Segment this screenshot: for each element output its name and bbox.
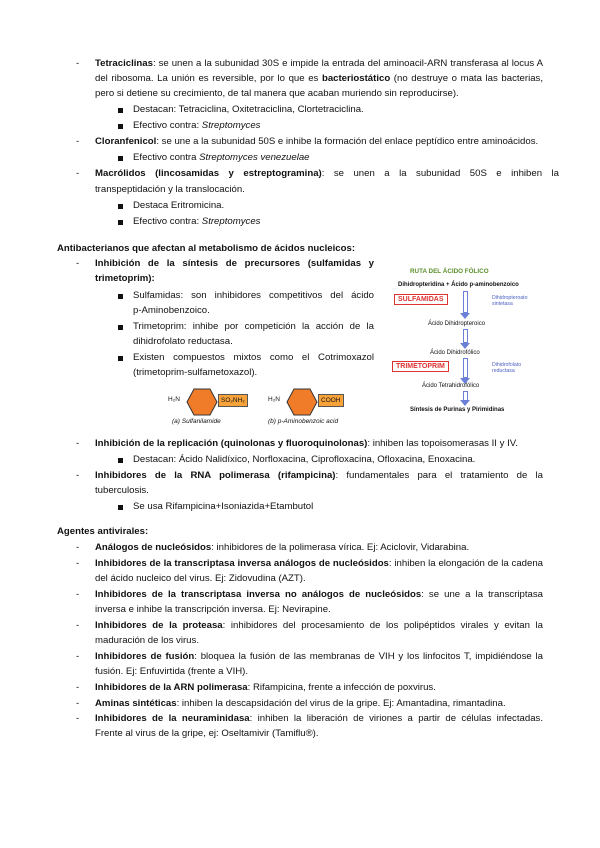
text: Efectivo contra: [133, 216, 202, 227]
list-dash: - [76, 682, 80, 693]
term-bacteriostatico: bacteriostático [321, 73, 391, 84]
list-dash: - [76, 258, 80, 269]
section-heading-acidos-nucleicos: Antibacterianos que afectan al metabolismo de ácidos nucleicos: [57, 243, 356, 254]
figure-caption: (a) Sulfanilamide [172, 418, 221, 425]
macrolidos-destaca: Destaca Eritromicina. [133, 200, 225, 211]
term: Análogos de nucleósidos [95, 542, 212, 553]
sulfamidas-line-2: p-Aminobenzoico. [133, 305, 210, 316]
bullet-square [118, 356, 123, 361]
macrolidos-line-1 [95, 166, 559, 181]
term: Aminas sintéticas [95, 698, 177, 709]
text: del ribosoma. La unión es reversible, por lo que es [95, 73, 322, 84]
bullet-square [118, 124, 123, 129]
text: : se une a la subunidad 50S e inhibe la formación del enlace peptídico entre aminoácidos. [156, 136, 539, 147]
arrow-shaft [463, 291, 468, 313]
text: Efectivo contra: [133, 120, 202, 131]
cotrimoxazol-line-2: (trimetoprim-sulfametoxazol). [133, 367, 258, 378]
benzene-ring-icon [286, 387, 318, 417]
figure-title: RUTA DEL ÁCIDO FÓLICO [410, 268, 489, 275]
term-replicacion: Inhibición de la replicación (quinolonas y fluoroquinolonas) [95, 438, 368, 449]
precursores-line-1 [95, 256, 374, 271]
list-dash: - [76, 136, 80, 147]
macrolidos-efectivo [133, 214, 260, 229]
antiviral-item-2 [95, 556, 543, 571]
pathway-step-3: Ácido Dihidrofólico [430, 350, 480, 356]
text: : inhiben la liberación de viriones a partir de células infectadas. [249, 713, 543, 724]
term-cloranfenicol: Cloranfenicol [95, 136, 157, 147]
term-tetraciclinas: Tetraciclinas [95, 58, 153, 69]
sulfamidas-line-1: Sulfamidas: son inhibidores competitivos del ácido [133, 290, 374, 301]
arrow-shaft [463, 358, 468, 378]
arrow-down-icon [460, 343, 470, 349]
antiviral-item-6 [95, 680, 436, 695]
organism-name: Streptomyces [201, 120, 261, 131]
pathway-step-4: Ácido Tetrahidrofólico [422, 383, 480, 389]
antiviral-item-4-cont: maduración de los virus. [95, 635, 199, 646]
antiviral-item-5 [95, 649, 543, 664]
antiviral-item-3 [95, 587, 543, 602]
list-dash: - [76, 713, 80, 724]
antiviral-item-3-cont: inversa e inhibe la transcripción inversa. Ej: Nevirapine. [95, 604, 331, 615]
trimetoprim-line-1: Trimetoprim: inhibe por competición la acción de la [133, 321, 374, 332]
list-dash: - [76, 58, 80, 69]
term: Inhibidores de la transcriptasa inversa análogos de nucleósidos [95, 558, 389, 569]
text: : inhibidores del procesamiento de los polipéptidos virales y evitan la [222, 620, 543, 631]
folic-acid-pathway-figure [390, 268, 582, 418]
inhibitor-box-trimetoprim: TRIMETOPRIM [392, 361, 449, 372]
sulfonamide-group-label: SO₂NH₂ [218, 394, 248, 407]
bullet-square [118, 204, 123, 209]
list-dash: - [76, 542, 80, 553]
inhibitor-box-sulfamidas: SULFAMIDAS [394, 294, 448, 305]
text: : Rifampicina, frente a infección de poxvirus. [247, 682, 436, 693]
list-dash: - [76, 438, 80, 449]
pathway-step-2: Ácido Dihidropteroico [428, 321, 486, 327]
bullet-square [118, 325, 123, 330]
antiviral-item-7 [95, 696, 506, 711]
precursores-line-2 [95, 271, 155, 286]
term-precursores-cont: trimetoprim): [95, 273, 155, 284]
list-dash: - [76, 589, 80, 600]
text: : se une a la transcriptasa [421, 589, 543, 600]
figure-caption: (b) p-Aminobenzoic acid [268, 418, 339, 425]
section-heading-antivirales: Agentes antivirales: [57, 526, 149, 537]
bullet-square [118, 294, 123, 299]
rna-polimerasa-line-2: tuberculosis. [95, 485, 149, 496]
term-precursores: Inhibición de la síntesis de precursores (sulfamidas y [95, 258, 374, 269]
arrow-down-icon [460, 400, 470, 406]
carboxyl-group-label: COOH [318, 394, 344, 407]
antiviral-item-1 [95, 540, 469, 555]
list-dash: - [76, 620, 80, 631]
tetraciclinas-destacan: Destacan: Tetraciclina, Oxitetraciclina, Clortetraciclina. [133, 104, 364, 115]
benzene-ring-icon [186, 387, 218, 417]
text: : inhiben la descapsidación del virus de la gripe. Ej: Amantadina, rimantadina. [176, 698, 506, 709]
sulfanilamide-structure [168, 387, 268, 425]
text: : fundamentales para el tratamiento de la [335, 470, 543, 481]
bullet-square [118, 220, 123, 225]
list-dash: - [76, 168, 80, 179]
list-dash: - [76, 470, 80, 481]
tetraciclinas-efectivo [133, 118, 260, 133]
term: Inhibidores de la neuraminidasa [95, 713, 250, 724]
pathway-step-1: Dihidropteridina + Ácido p-aminobenzoico [398, 282, 519, 288]
tetraciclinas-line-3: pero si detiene su crecimiento, de tal manera que acaban muriendo sin reproducirse). [95, 88, 459, 99]
organism-name: Streptomyces [201, 216, 261, 227]
term: Inhibidores de la ARN polimerasa [95, 682, 248, 693]
text: : inhibidores de la polimerasa vírica. Ej: Aciclovir, Vidarabina. [211, 542, 470, 553]
enzyme-label: Dihidrofolato reductasa [492, 362, 522, 374]
antiviral-item-5-cont: fusión. Ej: Enfuvirtida (frente a VIH). [95, 666, 249, 677]
antiviral-item-2-cont: del ácido nucleico del virus. Ej: Zidovudina (AZT). [95, 573, 306, 584]
list-dash: - [76, 558, 80, 569]
text: : inhiben la elongación de la cadena [388, 558, 543, 569]
text: : inhiben las topoisomerasas II y IV. [367, 438, 518, 449]
text: Efectivo contra [133, 152, 200, 163]
tetraciclinas-line-1 [95, 56, 543, 71]
text: : se unen a la subunidad 30S e impide la entrada del aminoacil-ARN transferasa al locus A [152, 58, 543, 69]
text: : se unen a la subunidad 50S e inhiben la [321, 168, 559, 179]
arrow-down-icon [460, 313, 470, 319]
rna-polimerasa-line-1 [95, 468, 543, 483]
bullet-square [118, 505, 123, 510]
trimetoprim-line-2: dihidrofolato reductasa. [133, 336, 233, 347]
antiviral-item-4 [95, 618, 543, 633]
pathway-step-5: Síntesis de Purinas y Pirimidinas [410, 407, 505, 413]
list-dash: - [76, 651, 80, 662]
bullet-square [118, 108, 123, 113]
list-dash: - [76, 698, 80, 709]
cloranfenicol-line-1 [95, 134, 538, 149]
organism-name: Streptomyces venezuelae [199, 152, 310, 163]
term-rna-polimerasa: Inhibidores de la RNA polimerasa (rifampicina) [95, 470, 336, 481]
enzyme-label: Dihidropteroato sintetasa [492, 295, 528, 307]
macrolidos-line-2: transpeptidación y la translocación. [95, 184, 245, 195]
bullet-square [118, 458, 123, 463]
term-macrolidos: Macrólidos (lincosamidas y estreptogramina) [95, 168, 322, 179]
replicacion-destacan: Destacan: Ácido Nalidíxico, Norfloxacina, Ciprofloxacina, Ofloxacina, Enoxacina. [133, 454, 476, 465]
antiviral-item-8 [95, 711, 543, 726]
paba-structure [268, 387, 368, 425]
amine-group-label: H₂N [268, 396, 280, 403]
text: : bloquea la fusión de las membranas de VIH y los linfocitos T, impidiéndose la [194, 651, 543, 662]
cotrimoxazol-line-1: Existen compuestos mixtos como el Cotrimoxazol [133, 352, 374, 363]
tetraciclinas-line-2 [95, 71, 543, 86]
antiviral-item-8-cont: Frente al virus de la gripe, ej: Oseltamivir (Tamiflu®). [95, 728, 319, 739]
text: (no destruye o mata las bacterias, [390, 73, 543, 84]
amine-group-label: H₂N [168, 396, 180, 403]
term: Inhibidores de la proteasa [95, 620, 223, 631]
replicacion-line-1 [95, 436, 518, 451]
rna-polimerasa-uso: Se usa Rifampicina+Isoniazida+Etambutol [133, 501, 314, 512]
arrow-shaft [463, 329, 468, 343]
cloranfenicol-efectivo [133, 150, 310, 165]
term: Inhibidores de fusión [95, 651, 195, 662]
term: Inhibidores de la transcriptasa inversa no análogos de nucleósidos [95, 589, 422, 600]
bullet-square [118, 156, 123, 161]
